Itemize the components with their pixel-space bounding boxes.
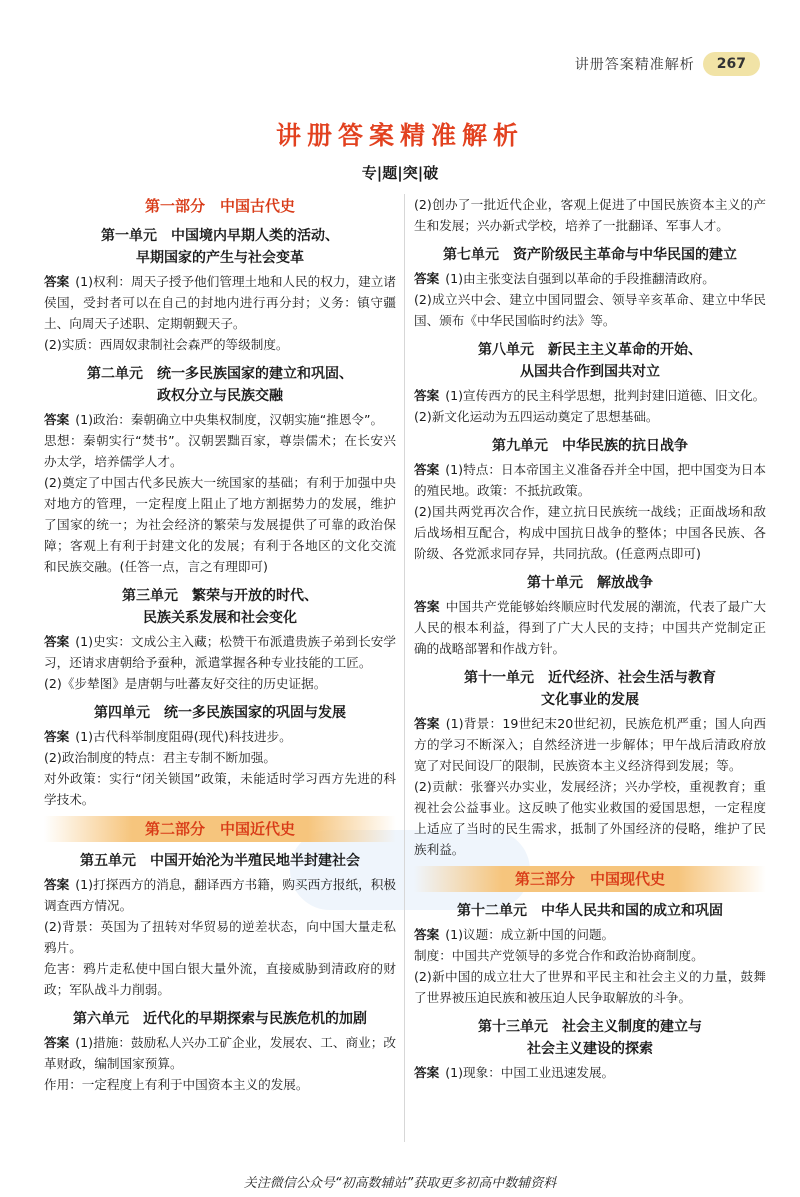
answer-paragraph: 制度：中国共产党领导的多党合作和政治协商制度。: [414, 948, 704, 963]
page-number-badge: 267: [703, 52, 760, 76]
unit-title: [414, 339, 766, 383]
answer-paragraph: 危害：鸦片走私使中国白银大量外流，直接威胁到清政府的财政；军队战斗力削弱。: [44, 961, 396, 997]
running-header: [575, 52, 760, 76]
answer-paragraph: [44, 874, 396, 916]
answer-text: (1)史实：文成公主入藏；松赞干布派遣贵族子弟到长安学习，还请求唐朝给予蚕种，派遣掌握各种专业技能的工匠。: [44, 634, 397, 670]
unit-title: 第九单元 中华民族的抗日战争: [492, 438, 688, 454]
answer-paragraph: (2)《步辇图》是唐朝与吐蕃友好交往的历史证据。: [44, 676, 327, 691]
answer-paragraph: [414, 596, 766, 659]
unit-title-line: 文化事业的发展: [541, 692, 639, 708]
answer-text: 中国共产党能够始终顺应时代发展的潮流，代表了最广大人民的根本利益，得到了广大人民的支持；中国共产党制定正确的战略部署和作战方针。: [414, 599, 767, 656]
answer-paragraph: [414, 385, 766, 406]
answer-paragraph: (2)创办了一批近代企业，客观上促进了中国民族资本主义的产生和发展；兴办新式学校，培养了一批翻译、军事人才。: [414, 197, 766, 233]
answer-label: 答案: [44, 877, 70, 892]
unit-title: 第四单元 统一多民族国家的巩固与发展: [94, 705, 346, 721]
answer-label: 答案: [414, 599, 440, 614]
answer-text: (1)背景：19世纪末20世纪初，民族危机严重；国人向西方的学习不断深入；自然经济进一步解体；甲午战后清政府放宽了对民间设厂的限制，民族资本主义经济得到发展；等。: [414, 716, 767, 773]
answer-text: (1)宣传西方的民主科学思想，批判封建旧道德、旧文化。: [445, 388, 766, 403]
footer-note: 关注微信公众号“初高数辅站”获取更多初高中数辅资料: [243, 1176, 557, 1191]
answer-text: (1)特点：日本帝国主义准备吞并全中国，把中国变为日本的殖民地。政策：不抵抗政策。: [414, 462, 767, 498]
unit-title: 第十单元 解放战争: [527, 575, 653, 591]
answer-paragraph: (2)国共两党再次合作，建立抗日民族统一战线；正面战场和敌后战场相互配合，构成中国抗日战争的整体；中国各民族、各阶级、各党派求同存异，共同抗敌。(任意两点即可): [414, 504, 766, 561]
unit-title-line: 早期国家的产生与社会变革: [136, 250, 304, 266]
answer-paragraph: [414, 268, 766, 289]
unit-title: 第六单元 近代化的早期探索与民族危机的加剧: [73, 1011, 367, 1027]
answer-paragraph: (2)贡献：张謇兴办实业，发展经济；兴办学校，重视教育；重视社会公益事业。这反映了他实业救国的爱国思想，一定程度上适应了当时的民生需求，抵制了外国经济的侵略，维护了民族利益。: [414, 779, 766, 857]
answer-label: 答案: [414, 716, 440, 731]
answer-paragraph: (2)奠定了中国古代多民族大一统国家的基础；有利于加强中央对地方的管理，一定程度上阻止了地方割据势力的发展，维护了国家的统一；为社会经济的繁荣与发展提供了可靠的政治保障；客观上有利于封建文化的发展；有利于各地区的文化交流和民族交融。(任答一点，言之有理即可): [44, 475, 396, 574]
answer-paragraph: [414, 713, 766, 776]
answer-label: 答案: [414, 462, 440, 477]
answer-paragraph: [414, 1062, 766, 1083]
section-title: 专|题|突|破: [361, 164, 439, 182]
answer-paragraph: [44, 409, 396, 430]
answer-paragraph: (2)背景：英国为了扭转对华贸易的逆差状态，向中国大量走私鸦片。: [44, 919, 396, 955]
answer-label: 答案: [414, 1065, 440, 1080]
answer-paragraph: [44, 271, 396, 334]
answer-label: 答案: [44, 729, 70, 744]
unit-title: [414, 1016, 766, 1060]
answer-paragraph: [44, 631, 396, 673]
answer-paragraph: [44, 726, 396, 747]
answer-paragraph: (2)新中国的成立壮大了世界和平民主和社会主义的力量，鼓舞了世界被压迫民族和被压迫人民争取解放的斗争。: [414, 969, 766, 1005]
unit-title: 第五单元 中国开始沦为半殖民地半封建社会: [80, 853, 360, 869]
answer-label: 答案: [44, 412, 70, 427]
unit-title-line: 第十三单元 社会主义制度的建立与: [478, 1019, 702, 1035]
page-title: 讲册答案精准解析: [275, 121, 524, 150]
part-heading-contemporary: 第三部分 中国现代史: [414, 866, 766, 892]
answer-paragraph: 思想：秦朝实行“焚书”。汉朝罢黜百家，尊崇儒术；在长安兴办太学，培养儒学人才。: [44, 433, 396, 469]
answer-paragraph: (2)新文化运动为五四运动奠定了思想基础。: [414, 409, 659, 424]
answer-text: (1)古代科举制度阻碍(现代)科技进步。: [75, 729, 292, 744]
answer-text: (1)现象：中国工业迅速发展。: [445, 1065, 615, 1080]
unit-title: [44, 363, 396, 407]
answer-paragraph: (2)实质：西周奴隶制社会森严的等级制度。: [44, 337, 289, 352]
answer-paragraph: [44, 1032, 396, 1074]
answer-label: 答案: [414, 388, 440, 403]
answer-text: (1)议题：成立新中国的问题。: [445, 927, 615, 942]
answer-paragraph: (2)政治制度的特点：君主专制不断加强。: [44, 750, 276, 765]
answer-paragraph: (2)成立兴中会、建立中国同盟会、领导辛亥革命、建立中华民国、颁布《中华民国临时约法》等。: [414, 292, 766, 328]
answer-label: 答案: [414, 927, 440, 942]
unit-title: 第十二单元 中华人民共和国的成立和巩固: [457, 903, 723, 919]
running-header-title: 讲册答案精准解析: [574, 57, 695, 73]
answer-text: (1)由主张变法自强到以革命的手段推翻清政府。: [445, 271, 715, 286]
left-column: [44, 194, 396, 1095]
answer-label: 答案: [414, 271, 440, 286]
answer-label: 答案: [44, 1035, 70, 1050]
answer-text: (1)权利：周天子授予他们管理土地和人民的权力，建立诸侯国，受封者可以在自己的封地内进行再分封；义务：镇守疆土、向周天子述职、定期朝觐天子。: [44, 274, 397, 331]
answer-text: (1)措施：鼓励私人兴办工矿企业，发展农、工、商业；改革财政，编制国家预算。: [44, 1035, 397, 1071]
answer-label: 答案: [44, 274, 70, 289]
unit-title: [44, 225, 396, 269]
unit-title-line: 第一单元 中国境内早期人类的活动、: [101, 228, 339, 244]
answer-paragraph: [414, 459, 766, 501]
part-heading-modern: 第二部分 中国近代史: [44, 816, 396, 842]
answer-paragraph: [414, 924, 766, 945]
unit-title-line: 政权分立与民族交融: [157, 388, 283, 404]
unit-title-line: 第十一单元 近代经济、社会生活与教育: [464, 670, 716, 686]
unit-title: 第七单元 资产阶级民主革命与中华民国的建立: [443, 247, 737, 263]
column-divider: [404, 194, 405, 1142]
right-column: [414, 194, 766, 1083]
answer-label: 答案: [44, 634, 70, 649]
unit-title-line: 社会主义建设的探索: [527, 1041, 653, 1057]
unit-title-line: 第三单元 繁荣与开放的时代、: [122, 588, 318, 604]
answer-text: (1)政治：秦朝确立中央集权制度，汉朝实施“推恩令”。: [75, 412, 384, 427]
unit-title-line: 从国共合作到国共对立: [520, 364, 660, 380]
answer-paragraph: 作用：一定程度上有利于中国资本主义的发展。: [44, 1077, 309, 1092]
unit-title: [414, 667, 766, 711]
answer-paragraph: 对外政策：实行“闭关锁国”政策，未能适时学习西方先进的科学技术。: [44, 771, 396, 807]
answer-text: (1)打探西方的消息，翻译西方书籍，购买西方报纸，积极调查西方情况。: [44, 877, 397, 913]
unit-title-line: 第八单元 新民主主义革命的开始、: [478, 342, 702, 358]
unit-title: [44, 585, 396, 629]
part-heading-ancient: 第一部分 中国古代史: [144, 197, 295, 215]
unit-title-line: 第二单元 统一多民族国家的建立和巩固、: [87, 366, 353, 382]
unit-title-line: 民族关系发展和社会变化: [143, 610, 297, 626]
